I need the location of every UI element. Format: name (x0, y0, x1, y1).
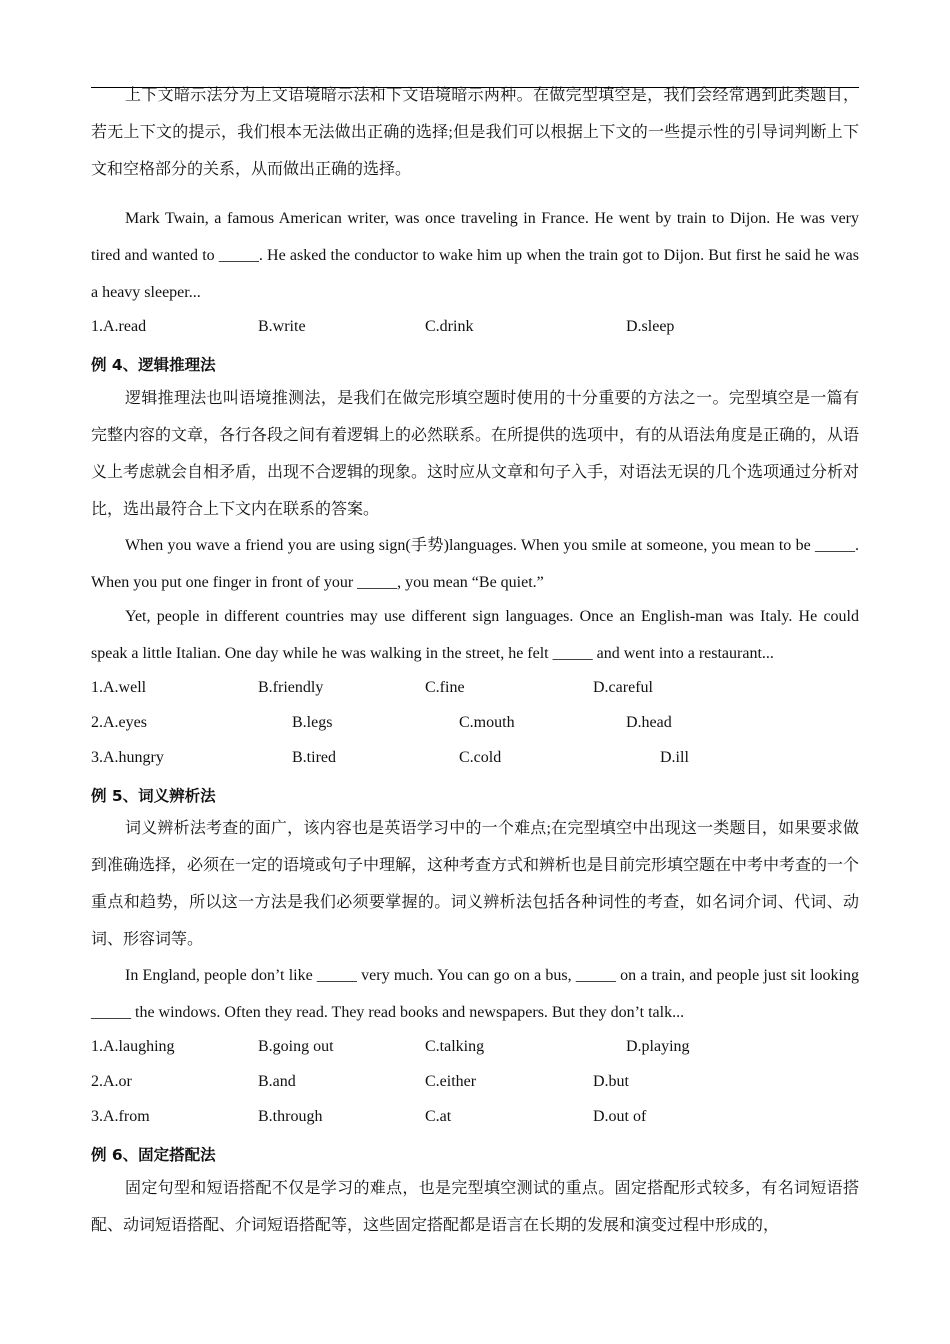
section4-passage-1: When you wave a friend you are using sign(手势)languages. When you smile at someone, you mean to be _____. When you put one finger in front of your _____, you mean “Be quiet.” (91, 537, 859, 591)
section4-passage-2: Yet, people in different countries may use different sign languages. Once an English-man was Italy. He could speak a little Italian. One day while he was walking in the street, he felt _____ and went into a restaurant... (91, 608, 859, 662)
section4-heading: 例 4、逻辑推理法 (91, 356, 216, 374)
section5-question-1 (91, 1038, 859, 1062)
option-d: D.sleep (626, 318, 675, 335)
option-b: B.going out (258, 1038, 334, 1055)
option-c: C.fine (425, 679, 465, 696)
section3-passage: Mark Twain, a famous American writer, was once traveling in France. He went by train to Dijon. He was very tired and wanted to _____. He asked the conductor to wake him up when the train got to Dijon. But first he said he was a heavy sleeper... (91, 210, 859, 301)
option-a: 3.A.from (91, 1108, 150, 1125)
option-c: C.cold (459, 749, 502, 766)
option-d: D.out of (593, 1108, 647, 1125)
option-b: B.write (258, 318, 306, 335)
option-b: B.friendly (258, 679, 324, 696)
section5-question-2 (91, 1073, 859, 1097)
option-a: 2.A.or (91, 1073, 132, 1090)
option-c: C.drink (425, 318, 474, 335)
section4-question-1 (91, 679, 859, 703)
option-b: B.through (258, 1108, 323, 1125)
section5-intro: 词义辨析法考查的面广，该内容也是英语学习中的一个难点;在完型填空中出现这一类题目，如果要求做到准确选择，必须在一定的语境或句子中理解，这种考查方式和辨析也是目前完形填空题在中考中考查的一个重点和趋势，所以这一方法是我们必须要掌握的。词义辨析法包括各种词性的考查，如名词介词、代词、动词、形容词等。 (91, 820, 860, 948)
option-a: 1.A.laughing (91, 1038, 175, 1055)
section5-question-3 (91, 1108, 859, 1132)
option-a: 3.A.hungry (91, 749, 164, 766)
section4-intro: 逻辑推理法也叫语境推测法，是我们在做完形填空题时使用的十分重要的方法之一。完型填空是一篇有完整内容的文章，各行各段之间有着逻辑上的必然联系。在所提供的选项中，有的从语法角度是正确的，从语义上考虑就会自相矛盾，出现不合逻辑的现象。这时应从文章和句子入手，对语法无误的几个选项通过分析对比，选出最符合上下文内在联系的答案。 (91, 390, 860, 518)
section6-heading: 例 6、固定搭配法 (91, 1146, 216, 1164)
option-b: B.legs (292, 714, 333, 731)
option-d: D.playing (626, 1038, 690, 1055)
section4-question-2 (91, 714, 859, 738)
section3-intro: 上下文暗示法分为上文语境暗示法和下文语境暗示两种。在做完型填空是，我们会经常遇到此类题目，若无上下文的提示，我们根本无法做出正确的选择;但是我们可以根据上下文的一些提示性的引导词判断上下文和空格部分的关系，从而做出正确的选择。 (91, 87, 859, 178)
option-c: C.mouth (459, 714, 515, 731)
option-d: D.ill (660, 749, 689, 766)
section4-question-3 (91, 749, 859, 773)
option-b: B.tired (292, 749, 336, 766)
option-a: 1.A.read (91, 318, 147, 335)
option-d: D.careful (593, 679, 653, 696)
option-a: 2.A.eyes (91, 714, 147, 731)
section5-passage: In England, people don’t like _____ very much. You can go on a bus, _____ on a train, and people just sit looking _____ the windows. Often they read. They read books and newspapers. But they don’t talk... (91, 967, 859, 1021)
section6-intro: 固定句型和短语搭配不仅是学习的难点，也是完型填空测试的重点。固定搭配形式较多，有名词短语搭配、动词短语搭配、介词短语搭配等，这些固定搭配都是语言在长期的发展和演变过程中形成的， (91, 1180, 859, 1234)
option-c: C.at (425, 1108, 452, 1125)
option-d: D.but (593, 1073, 629, 1090)
option-c: C.either (425, 1073, 477, 1090)
section3-question-1 (91, 318, 859, 342)
option-c: C.talking (425, 1038, 485, 1055)
option-b: B.and (258, 1073, 296, 1090)
option-a: 1.A.well (91, 679, 147, 696)
section5-heading: 例 5、词义辨析法 (91, 787, 216, 805)
option-d: D.head (626, 714, 672, 731)
